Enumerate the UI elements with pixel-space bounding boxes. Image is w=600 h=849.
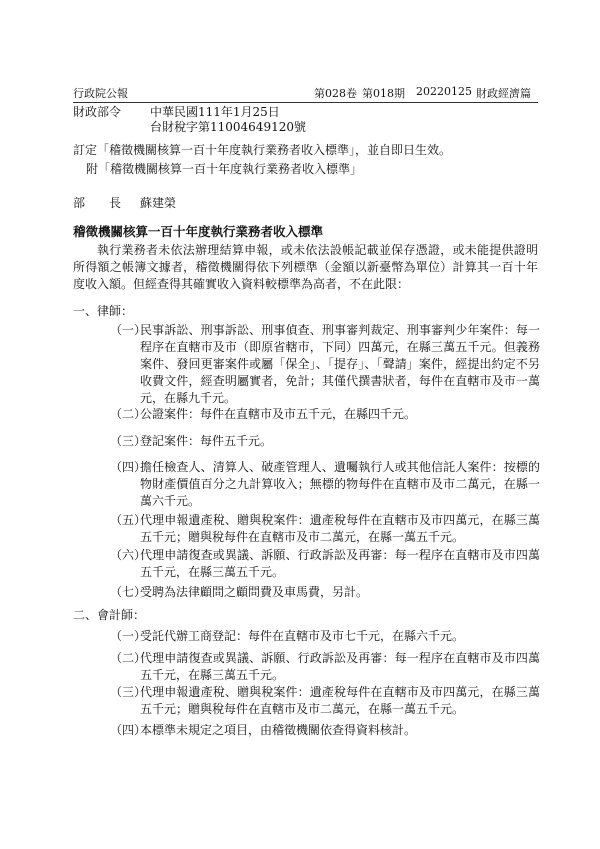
- item-number: （六）: [110, 548, 147, 562]
- item-number: （四）: [110, 460, 147, 474]
- list-item: [110, 459, 540, 510]
- gazette-name: 行政院公報: [73, 87, 128, 100]
- item-number: （一）: [110, 629, 147, 643]
- item-text: 代理申請復查或異議、訴願、行政訴訟及再審：每一程序在直轄市及市四萬五千元，在縣三萬五千元。: [140, 651, 540, 682]
- item-text: 代理申報遺產稅、贈與稅案件：遺產稅每件在直轄市及市四萬元，在縣三萬五千元；贈與稅每件在直轄市及市二萬元，在縣一萬五千元。: [140, 685, 540, 716]
- order-statement: 訂定「稽徵機關核算一百十年度執行業務者收入標準」，並自即日生效。: [73, 143, 452, 157]
- item-text: 本標準未規定之項目，由稽徵機關依查得資料核計。: [140, 723, 417, 737]
- list-item: [110, 547, 540, 581]
- list-item: [110, 406, 540, 423]
- list-item: [110, 433, 540, 450]
- list-item: [110, 684, 540, 718]
- signature-title: 部 長: [73, 196, 122, 210]
- item-number: （三）: [110, 434, 147, 448]
- item-text: 代理申請復查或異議、訴願、行政訴訟及再審：每一程序在直轄市及市四萬五千元，在縣三萬五千元。: [140, 548, 540, 579]
- item-number: （四）: [110, 723, 147, 737]
- order-doc-number: 台財稅字第11004649120號: [150, 120, 306, 134]
- item-number: （五）: [110, 513, 147, 527]
- item-text: 民事訴訟、刑事訴訟、刑事偵查、刑事審判裁定、刑事審判少年案件：每一程序在直轄市及市（即原省轄市，下同）四萬元，在縣三萬五千元。但義務案件、發回更審案件或屬「保全」、「提存」、「聲請」案件，經提出約定不另收費文件，經查明屬實者，免計；其僅代撰書狀者，每件在直轄市及市一萬元，在縣九千元。: [140, 323, 540, 405]
- list-item: [110, 322, 540, 407]
- item-text: 公證案件：每件在直轄市及市五千元，在縣四千元。: [140, 407, 417, 421]
- attachment-note: 附「稽徵機關核算一百十年度執行業務者收入標準」: [86, 162, 363, 176]
- item-number: （一）: [110, 323, 147, 337]
- item-number: （七）: [110, 585, 147, 599]
- item-text: 代理申報遺產稅、贈與稅案件：遺產稅每件在直轄市及市四萬元，在縣三萬五千元；贈與稅每件在直轄市及市二萬元，在縣一萬五千元。: [140, 513, 540, 544]
- section-heading-accountants: 二、會計師：: [73, 608, 146, 622]
- item-text: 登記案件：每件五千元。: [140, 434, 273, 448]
- list-item: [110, 722, 540, 739]
- item-number: （二）: [110, 651, 147, 665]
- list-item: [110, 650, 540, 684]
- signature-name: 蘇建榮: [140, 196, 177, 210]
- header-rule: [73, 102, 538, 103]
- list-item: [110, 584, 540, 601]
- item-text: 擔任檢查人、清算人、破產管理人、遺囑執行人或其他信託人案件：按標的物財產價值百分之九計算收入；無標的物每件在直轄市及市二萬元，在縣一萬六千元。: [140, 460, 540, 508]
- issue-number: 第018期: [362, 87, 405, 100]
- item-text: 受託代辦工商登記：每件在直轄市及市七千元，在縣六千元。: [140, 629, 465, 643]
- document-title: 稽徵機關核算一百十年度執行業務者收入標準: [73, 224, 324, 239]
- section-name: 財政經濟篇: [476, 87, 531, 100]
- issue-date: 20220125: [416, 85, 472, 98]
- order-issuer: 財政部令: [73, 105, 122, 119]
- order-date: 中華民國111年1月25日: [150, 105, 280, 119]
- list-item: [110, 512, 540, 546]
- item-number: （三）: [110, 685, 147, 699]
- intro-paragraph: 執行業務者未依法辦理結算申報，或未依法設帳記載並保存憑證，或未能提供證明所得額之帳簿文據者，稽徵機關得依下列標準（金額以新臺幣為單位）計算其一百十年度收入額。但經查得其確實收入資料較標準為高者，不在此限：: [73, 243, 538, 291]
- item-text: 受聘為法律顧問之顧問費及車馬費，另計。: [140, 585, 369, 599]
- section-heading-lawyers: 一、律師：: [73, 304, 134, 318]
- list-item: [110, 628, 540, 645]
- volume-number: 第028卷: [314, 87, 357, 100]
- item-number: （二）: [110, 407, 147, 421]
